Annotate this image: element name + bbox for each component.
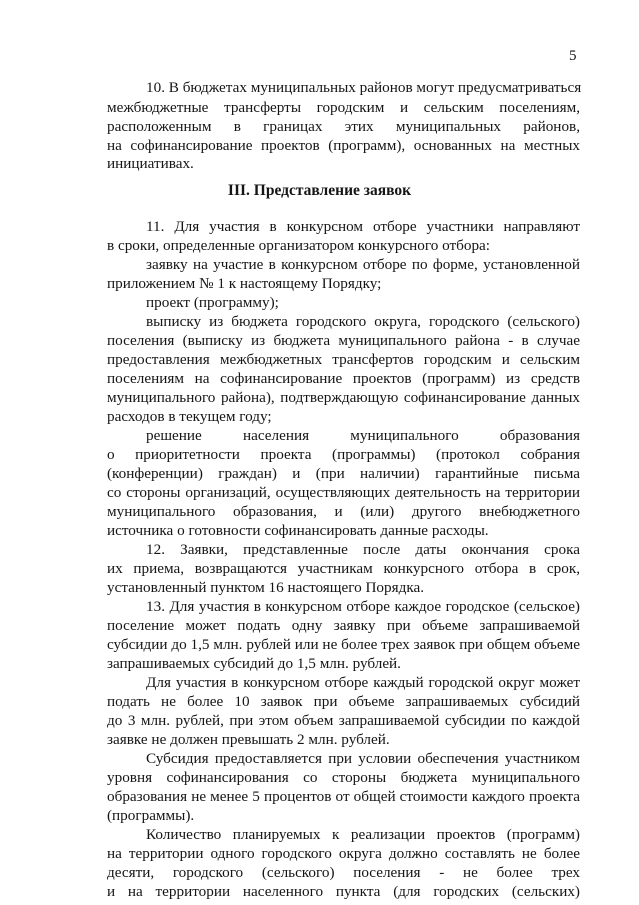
page-number: 5 — [569, 48, 577, 64]
paragraph-line: Субсидия предоставляется при условии обеспечения участником — [146, 750, 580, 767]
paragraph-line: поселение может подать одну заявку при объеме запрашиваемой — [107, 617, 580, 634]
paragraph-line: 10. В бюджетах муниципальных районов могут предусматриваться — [146, 79, 582, 96]
paragraph-line: Количество планируемых к реализации проектов (программ) — [146, 826, 580, 843]
paragraph-line: субсидии до 1,5 млн. рублей или не более трех заявок при общем объеме — [107, 636, 580, 653]
paragraph-line: расположенным в границах этих муниципальных районов, — [107, 118, 580, 135]
paragraph-line: на софинансирование проектов (программ), основанных на местных — [107, 137, 580, 154]
paragraph-line: инициативах. — [107, 155, 194, 172]
paragraph-line: поселения (выписку из бюджета муниципального района - в случае — [107, 332, 580, 349]
paragraph-line: источника о готовности софинансировать данные расходы. — [107, 522, 489, 539]
paragraph-line: решение населения муниципального образования — [146, 427, 580, 444]
paragraph-line: (программы). — [107, 807, 195, 824]
paragraph-line: установленный пунктом 16 настоящего Порядка. — [107, 579, 425, 596]
paragraph-line: заявке не должен превышать 2 млн. рублей. — [107, 731, 390, 748]
paragraph-line: на территории одного городского округа должно составлять не более — [107, 845, 580, 862]
paragraph-line: приложением № 1 к настоящему Порядку; — [107, 275, 382, 292]
paragraph-line: запрашиваемых субсидий до 1,5 млн. рублей. — [107, 655, 401, 672]
paragraph-line: предоставления межбюджетных трансфертов городским и сельским — [107, 351, 580, 368]
paragraph-line: их приема, возвращаются участникам конкурсного отбора в срок, — [107, 560, 580, 577]
paragraph-line: и на территории населенного пункта (для городских (сельских) — [107, 883, 580, 900]
paragraph-line: до 3 млн. рублей, при этом объем запрашиваемой субсидии по каждой — [107, 712, 580, 729]
paragraph-line: подать не более 10 заявок при объеме запрашиваемых субсидий — [107, 693, 580, 710]
paragraph-line: расходов в текущем году; — [107, 408, 272, 425]
paragraph-line: выписку из бюджета городского округа, городского (сельского) — [146, 313, 580, 330]
paragraph-line: образования не менее 5 процентов от общей стоимости каждого проекта — [107, 788, 580, 805]
paragraph-line: в сроки, определенные организатором конкурсного отбора: — [107, 237, 491, 254]
paragraph-line: межбюджетные трансферты городским и сельским поселениям, — [107, 99, 580, 116]
paragraph-line: заявку на участие в конкурсном отборе по форме, установленной — [146, 256, 580, 273]
paragraph-line: со стороны организаций, осуществляющих деятельность на территории — [107, 484, 580, 501]
paragraph-line: 13. Для участия в конкурсном отборе каждое городское (сельское) — [146, 598, 580, 615]
paragraph-line: 12. Заявки, представленные после даты окончания срока — [146, 541, 580, 558]
paragraph-line: поселениям на софинансирование проектов (программ) из средств — [107, 370, 580, 387]
paragraph-line: Для участия в конкурсном отборе каждый городской округ может — [146, 674, 580, 691]
paragraph-line: 11. Для участия в конкурсном отборе участники направляют — [146, 218, 580, 235]
paragraph-line: (конференции) граждан) и (при наличии) гарантийные письма — [107, 465, 580, 482]
paragraph-line: уровня софинансирования со стороны бюджета муниципального — [107, 769, 580, 786]
section-heading: III. Представление заявок — [227, 182, 412, 199]
paragraph-line: муниципального образования, и (или) другого внебюджетного — [107, 503, 580, 520]
paragraph-line: о приоритетности проекта (программы) (протокол собрания — [107, 446, 580, 463]
paragraph-line: проект (программу); — [146, 294, 279, 311]
paragraph-line: десяти, городского (сельского) поселения - не более трех — [107, 864, 580, 881]
paragraph-line: муниципального района), подтверждающую софинансирование данных — [107, 389, 580, 406]
